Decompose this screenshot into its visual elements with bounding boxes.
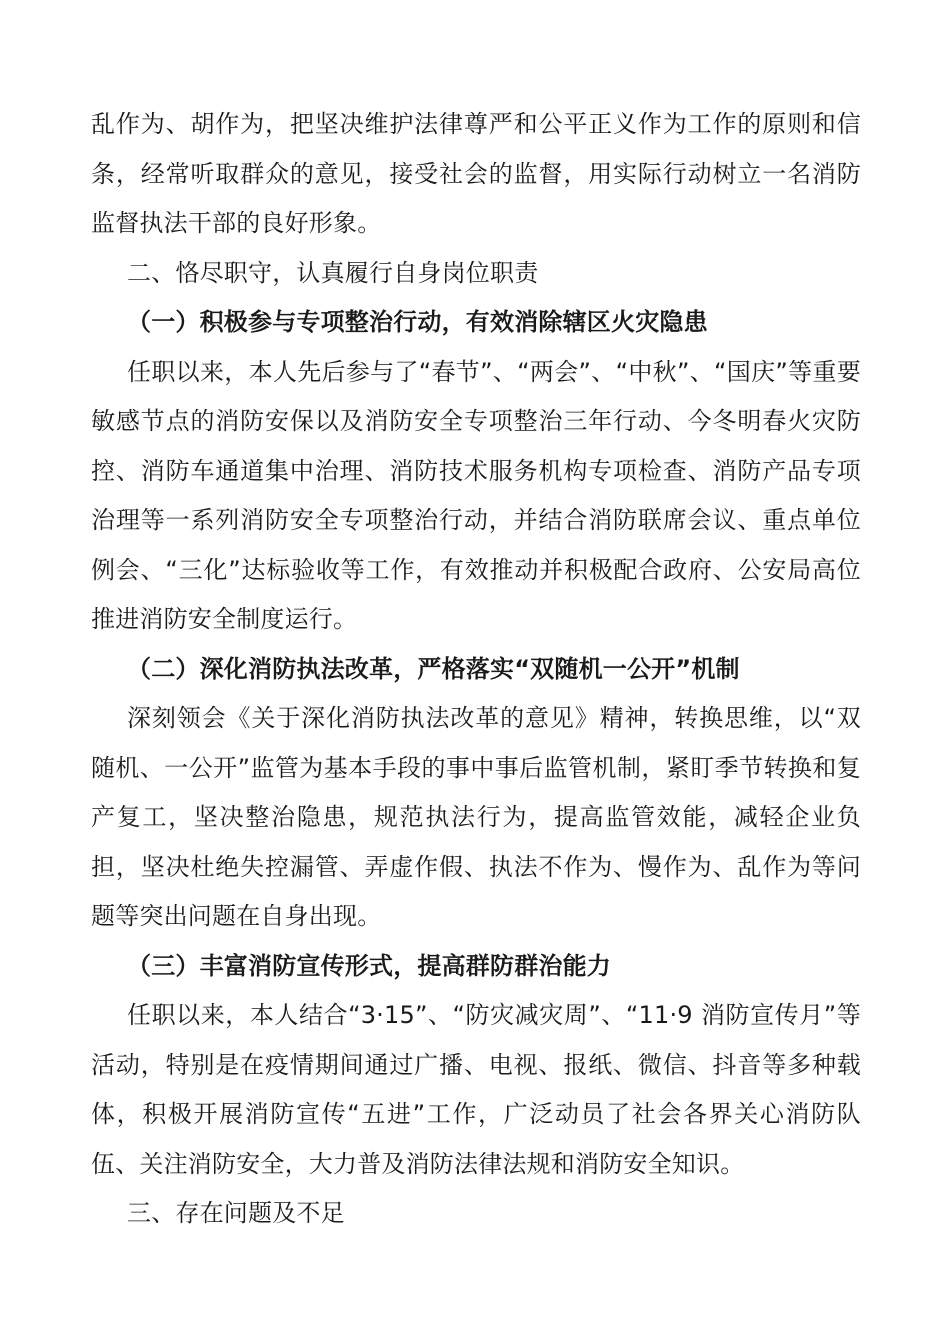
paragraph-continuation: 乱作为、胡作为，把坚决维护法律尊严和公平正义作为工作的原则和信条，经常听取群众的意见，接受社会的监督，用实际行动树立一名消防监督执法干部的良好形象。 — [91, 110, 861, 237]
paragraph-enforcement-reform: 深刻领会《关于深化消防执法改革的意见》精神，转换思维，以“双随机、一公开”监管为基本手段的事中事后监管机制，紧盯季节转换和复产复工，坚决整治隐患，规范执法行为，提高监管效能，减轻企业负担，坚决杜绝失控漏管、弄虚作假、执法不作为、慢作为、乱作为等问题等突出问题在自身出现。 — [91, 704, 861, 930]
paragraph-publicity: 任职以来，本人结合“3·15”、“防灾减灾周”、“11·9 消防宣传月”等活动，特别是在疫情期间通过广播、电视、报纸、微信、抖音等多种载体，积极开展消防宣传“五进”工作，广泛动员了社会各界关心消防队伍、关注消防安全，大力普及消防法律法规和消防安全知识。 — [91, 1001, 861, 1178]
document-body — [91, 100, 861, 1239]
subheading-1: （一）积极参与专项整治行动，有效消除辖区火灾隐患 — [127, 308, 708, 336]
paragraph-special-campaigns: 任职以来，本人先后参与了“春节”、“两会”、“中秋”、“国庆”等重要敏感节点的消防安保以及消防安全专项整治三年行动、今冬明春火灾防控、消防车通道集中治理、消防技术服务机构专项检查、消防产品专项治理等一系列消防安全专项整治行动，并结合消防联席会议、重点单位例会、“三化”达标验收等工作，有效推动并积极配合政府、公安局高位推进消防安全制度运行。 — [91, 357, 861, 633]
subheading-3: （三）丰富消防宣传形式，提高群防群治能力 — [127, 951, 611, 980]
subheading-2: （二）深化消防执法改革，严格落实“双随机一公开”机制 — [127, 654, 740, 683]
section-heading-3: 三、存在问题及不足 — [127, 1199, 345, 1227]
section-heading-2: 二、恪尽职守，认真履行自身岗位职责 — [127, 258, 539, 287]
